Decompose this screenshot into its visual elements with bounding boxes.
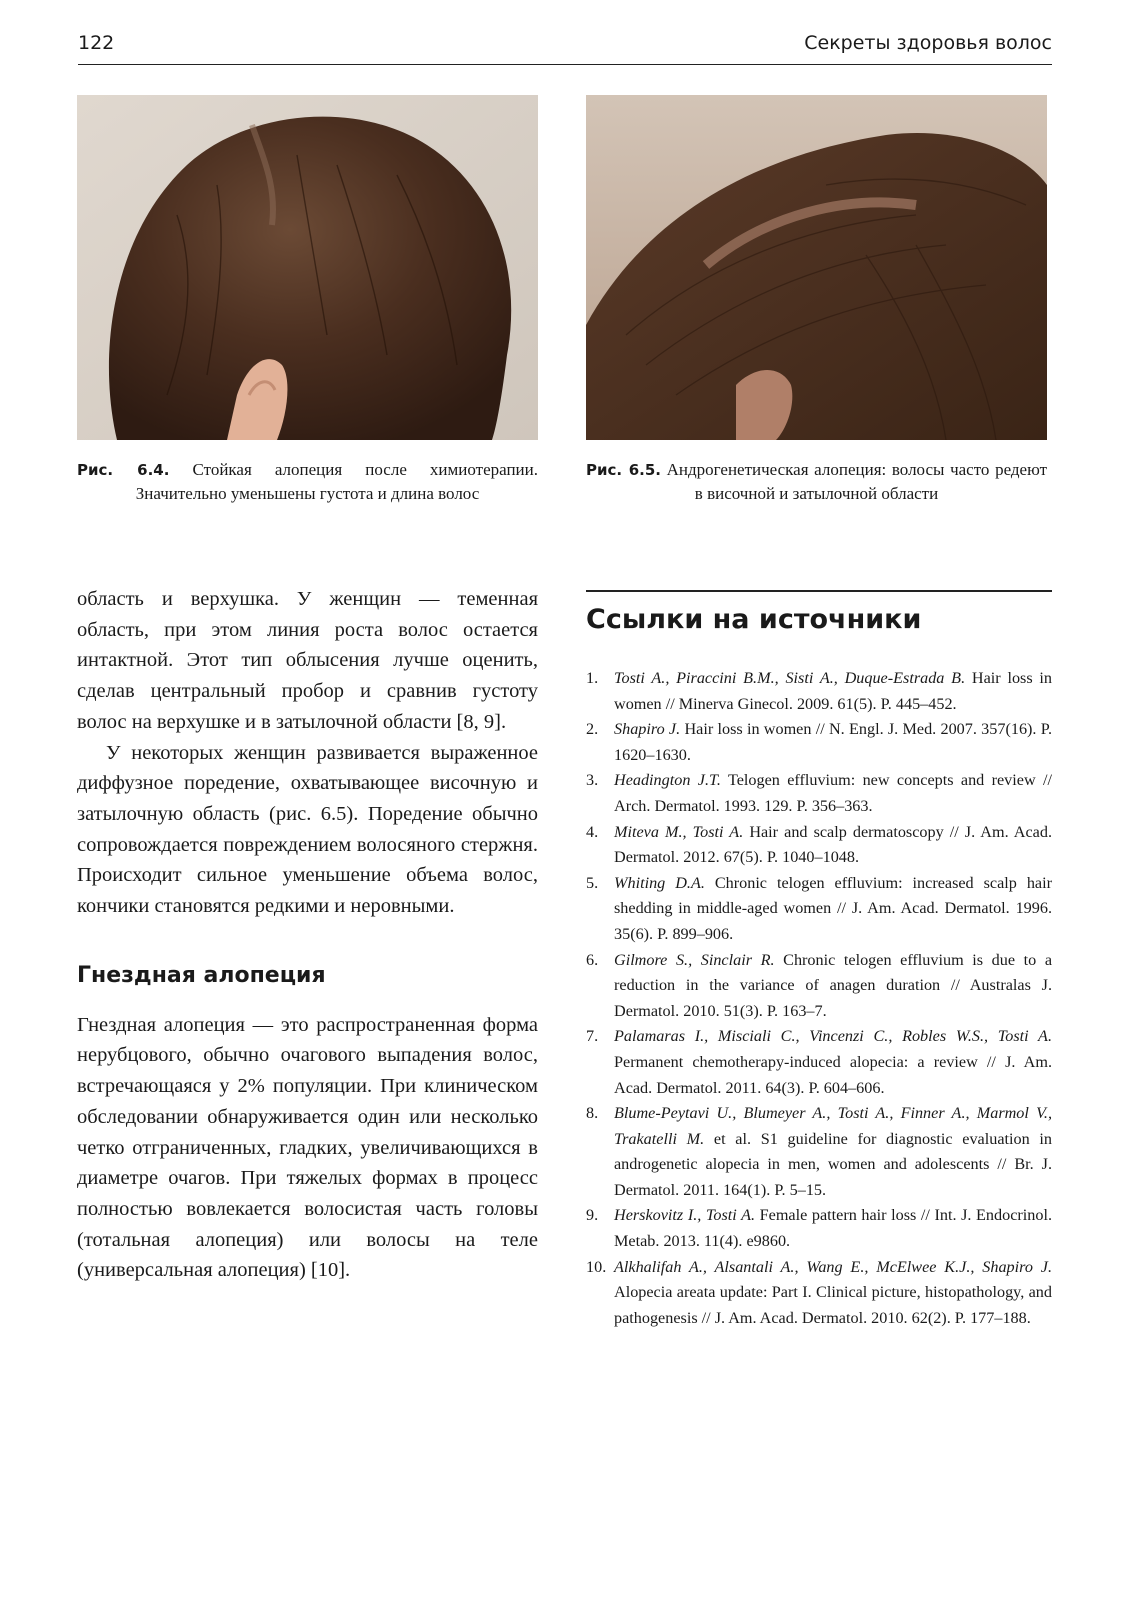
reference-number: 10. (586, 1257, 607, 1276)
reference-number: 9. (586, 1206, 599, 1225)
body-text-column (77, 584, 538, 1286)
reference-text: Telogen effluvium: new concepts and review // Arch. Dermatol. 1993. 129. P. 356–363. (614, 771, 1052, 815)
references-divider (586, 590, 1052, 592)
reference-item (586, 1203, 1052, 1254)
reference-item (586, 1024, 1052, 1101)
section-heading: Гнездная алопеция (77, 962, 326, 988)
reference-number: 8. (586, 1104, 599, 1123)
reference-item (586, 948, 1052, 1025)
reference-item (586, 1255, 1052, 1332)
references-heading: Ссылки на источники (586, 604, 922, 635)
reference-number: 6. (586, 950, 599, 969)
body-paragraph: Гнездная алопеция — это распространенная форма нерубцового, обычно очагового выпадения волос, встречающаяся у 2% популяции. При клиническом обследовании обнаруживается один или несколько четко отграниченных, гладких, увеличивающихся в диаметре очагов. При тяжелых формах в процесс полностью вовлекается волосистая часть головы (тотальная алопеция) или волосы на теле (универсальная алопеция) [10]. (77, 1013, 538, 1282)
reference-text: Female pattern hair loss // Int. J. Endocrinol. Metab. 2013. 11(4). e9860. (614, 1206, 1053, 1251)
reference-authors: Alkhalifah A., Alsantali A., Wang E., McElwee K.J., Shapiro J. (614, 1257, 1052, 1276)
reference-text: et al. S1 guideline for diagnostic evaluation in androgenetic alopecia in men, women and adolescents // Br. J. Dermatol. 2011. 164(1). P. 5–15. (614, 1129, 1052, 1199)
reference-authors: Blume-Peytavi U., Blumeyer A., Tosti A., Finner A., Marmol V., Trakatelli M. (614, 1104, 1052, 1148)
reference-item (586, 820, 1052, 871)
reference-authors: Gilmore S., Sinclair R. (614, 950, 775, 969)
references-column (586, 590, 1052, 1331)
reference-text: Alopecia areata update: Part I. Clinical picture, histopathology, and pathogenesis // J. Am. Acad. Dermatol. 2010. 62(2). P. 177–188. (614, 1283, 1052, 1327)
references-list (586, 666, 1052, 1331)
reference-number: 1. (586, 669, 599, 687)
reference-item (586, 666, 1052, 717)
page-header (78, 28, 1052, 65)
reference-authors: Shapiro J. (614, 720, 681, 739)
reference-item (586, 871, 1052, 948)
reference-authors: Whiting D.A. (614, 873, 705, 892)
figure-6-5-caption (586, 458, 1047, 506)
figure-6-4-caption (77, 458, 538, 506)
figure-label: Рис. 6.5. (586, 461, 661, 479)
reference-number: 3. (586, 771, 599, 790)
reference-item (586, 1101, 1052, 1203)
reference-number: 5. (586, 873, 599, 892)
figure-caption-text: Андрогенетическая алопеция: волосы часто редеют в височной и затылочной области (666, 460, 1047, 503)
reference-number: 2. (586, 720, 599, 739)
figure-caption-text: Стойкая алопеция после химиотерапии. Значительно уменьшены густота и длина волос (135, 460, 538, 503)
reference-text: Chronic telogen effluvium: increased scalp hair shedding in middle-aged women // J. Am. Acad. Dermatol. 1996. 35(6). P. 899–906. (614, 873, 1052, 943)
reference-text: Hair loss in women // N. Engl. J. Med. 2007. 357(16). P. 1620–1630. (614, 720, 1053, 764)
reference-number: 4. (586, 822, 599, 841)
reference-number: 7. (586, 1027, 599, 1046)
running-title: Секреты здоровья волос (804, 32, 1052, 54)
reference-text: Hair and scalp dermatoscopy // J. Am. Acad. Dermatol. 2012. 67(5). P. 1040–1048. (614, 822, 1052, 867)
reference-text: Permanent chemotherapy-induced alopecia: a review // J. Am. Acad. Dermatol. 2011. 64(3). P. 604–606. (614, 1052, 1052, 1097)
reference-item (586, 768, 1052, 819)
reference-text: Chronic telogen effluvium is due to a reduction in the variance of anagen duration // Australas J. Dermatol. 2010. 51(3). P. 163–7. (614, 950, 1053, 1020)
page-number: 122 (78, 32, 115, 54)
reference-text: Hair loss in women // Minerva Ginecol. 2009. 61(5). P. 445–452. (614, 669, 1053, 713)
reference-item (586, 717, 1052, 768)
reference-authors: Tosti A., Piraccini B.M., Sisti A., Duque-Estrada B. (614, 669, 966, 687)
body-paragraph: У некоторых женщин развивается выраженное диффузное поредение, охватывающее височную и затылочную область (рис. 6.5). Поредение обычно сопровождается повреждением волосяного стержня. Происходит сильное уменьшение объема волос, кончики становятся редкими и неровными. (77, 741, 538, 918)
reference-authors: Headington J.T. (614, 771, 721, 790)
body-paragraph: область и верхушка. У женщин — теменная область, при этом линия роста волос остается интактной. Этот тип облысения лучше оценить, сделав центральный пробор и сравнив густоту волос на верхушке и в затылочной области [8, 9]. (77, 588, 538, 733)
androgenetic-alopecia-photo (586, 95, 1047, 440)
figure-6-5-photo (586, 95, 1047, 440)
reference-authors: Miteva M., Tosti A. (614, 822, 744, 841)
figure-6-4-photo (77, 95, 538, 440)
reference-authors: Herskovitz I., Tosti A. (614, 1206, 756, 1225)
alopecia-after-chemotherapy-photo (77, 95, 538, 440)
reference-authors: Palamaras I., Misciali C., Vincenzi C., Robles W.S., Tosti A. (614, 1027, 1052, 1046)
figure-label: Рис. 6.4. (77, 461, 170, 479)
